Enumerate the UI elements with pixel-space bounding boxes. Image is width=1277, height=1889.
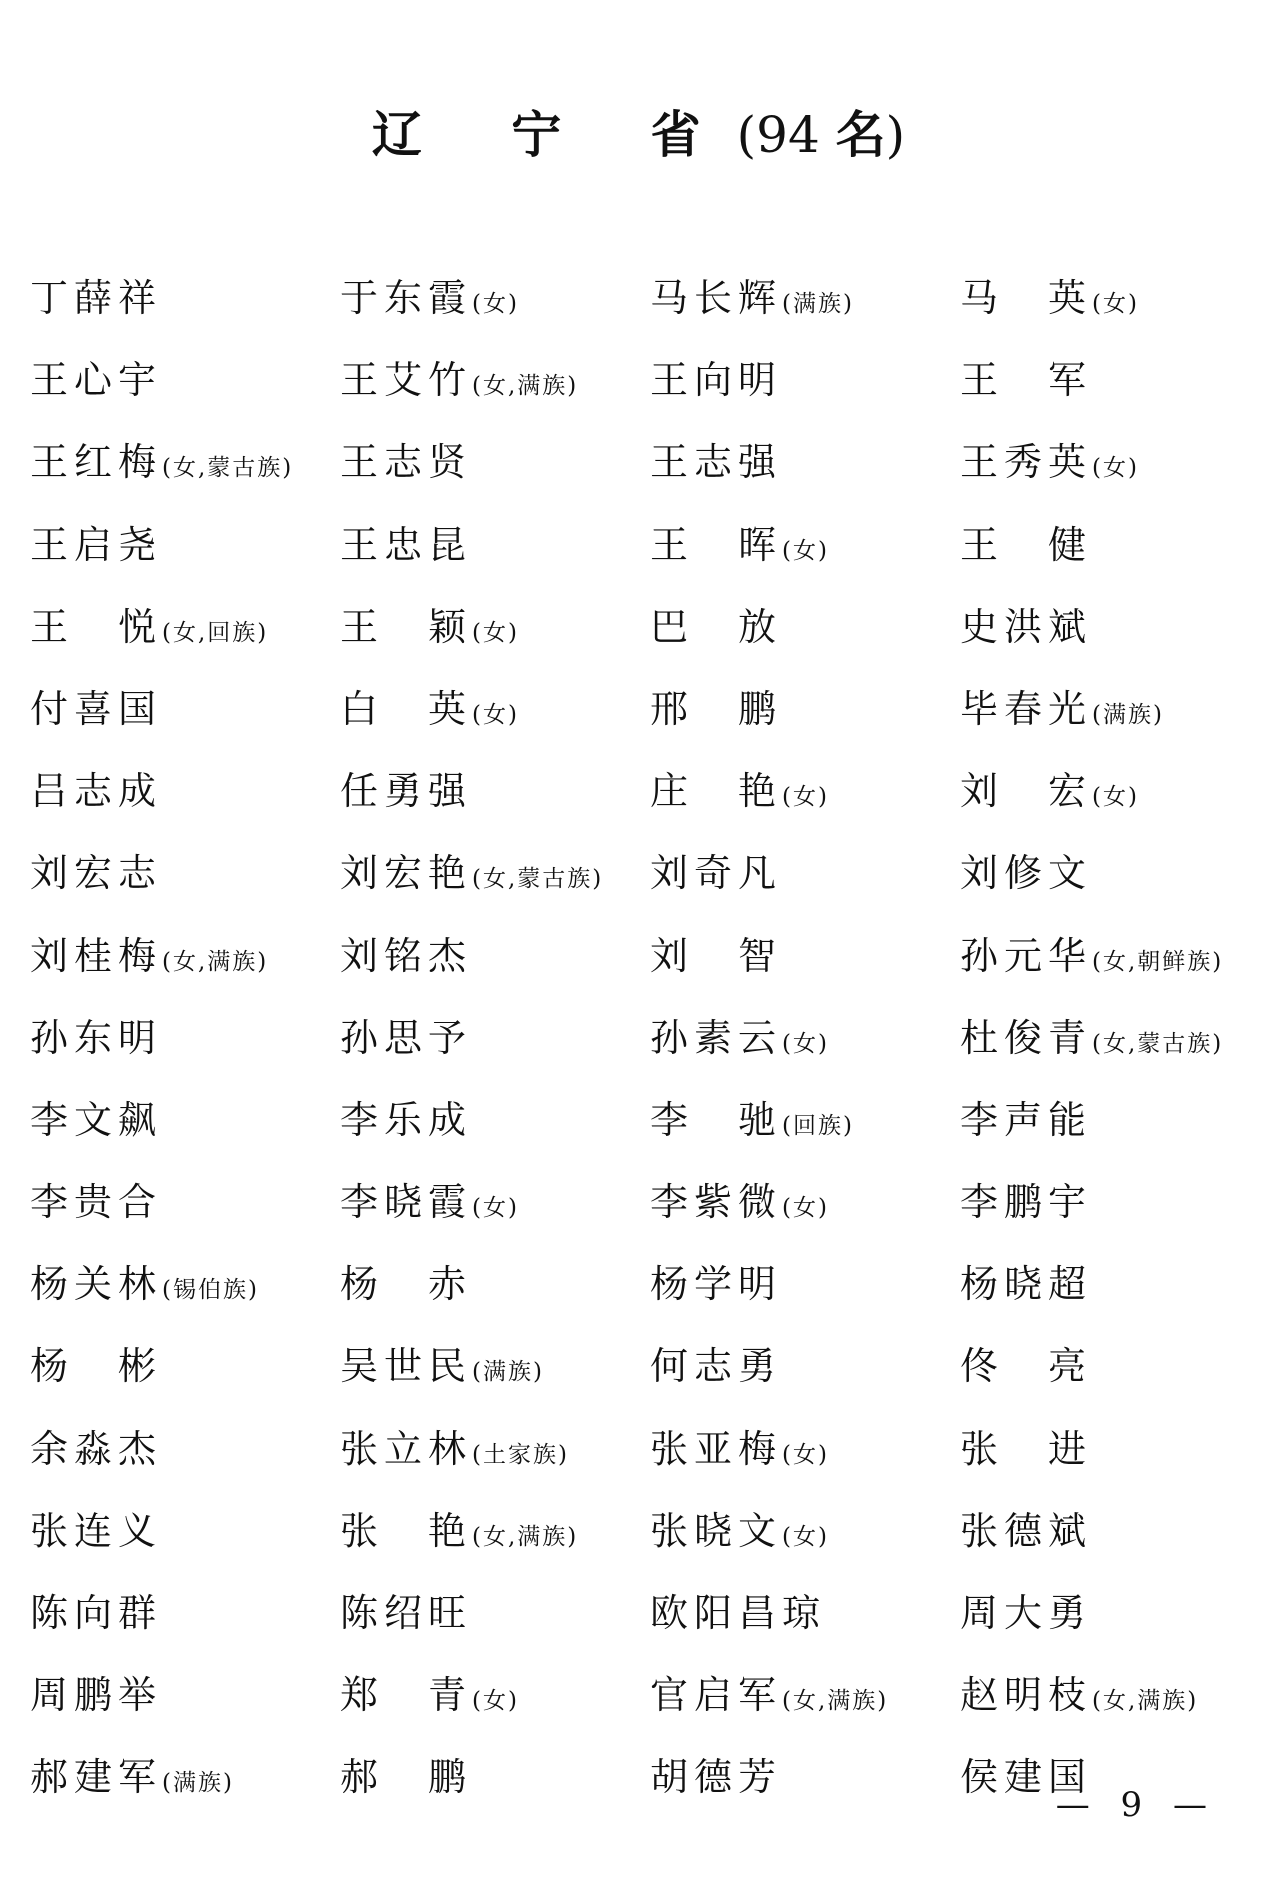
delegate-entry (30, 926, 340, 1008)
delegate-note: (女,满族) (782, 1688, 889, 1715)
delegate-note: (女) (1092, 784, 1139, 811)
delegate-note: (女) (782, 1523, 829, 1550)
delegate-name: 杨 彬 (30, 1344, 163, 1389)
delegate-entry (650, 761, 960, 843)
delegate-entry (30, 515, 340, 597)
delegate-name: 李贵合 (30, 1180, 163, 1225)
delegate-name: 刘奇凡 (650, 851, 783, 896)
delegate-note: (女,满族) (162, 948, 269, 975)
delegate-entry (340, 432, 650, 514)
delegate-entry (30, 1665, 340, 1747)
delegate-entry (960, 1419, 1260, 1501)
delegate-name: 庄 艳 (650, 769, 783, 814)
delegate-entry (340, 1419, 650, 1501)
delegate-name: 刘 宏 (960, 769, 1093, 814)
page-number: — 9 — (1055, 1785, 1217, 1825)
delegate-name: 王红梅 (30, 440, 163, 485)
delegate-name: 王 悦 (30, 604, 163, 649)
delegate-entry (30, 1747, 340, 1829)
delegate-name: 周鹏举 (30, 1673, 163, 1718)
delegate-note: (满族) (1092, 701, 1164, 728)
delegate-name: 王艾竹 (340, 358, 473, 403)
delegate-note: (锡伯族) (162, 1277, 259, 1304)
delegate-note: (女,满族) (472, 373, 579, 400)
delegate-entry (30, 1583, 340, 1665)
delegate-name: 张 艳 (340, 1508, 473, 1553)
delegate-name: 郝建军 (30, 1755, 163, 1800)
delegate-name: 马长辉 (650, 276, 783, 320)
delegate-entry (340, 843, 650, 925)
delegate-name: 马 英 (960, 276, 1093, 320)
delegate-entry (960, 1008, 1260, 1090)
delegate-note: (女) (472, 701, 519, 728)
delegate-note: (女) (782, 1195, 829, 1222)
delegate-entry (340, 1336, 650, 1418)
delegate-note: (满族) (472, 1359, 544, 1386)
delegate-note: (女,朝鲜族) (1092, 948, 1224, 975)
delegate-entry (650, 268, 960, 350)
delegate-name: 王 健 (960, 522, 1093, 567)
delegate-name: 欧阳昌琼 (650, 1591, 827, 1635)
delegate-entry (340, 1665, 650, 1747)
delegate-name: 毕春光 (960, 686, 1093, 731)
delegate-name: 杨晓超 (960, 1262, 1093, 1307)
delegate-name: 刘 智 (650, 933, 783, 978)
delegate-entry (340, 1090, 650, 1172)
delegate-name: 李晓霞 (340, 1180, 473, 1225)
delegate-name: 于东霞 (340, 276, 473, 320)
delegate-name: 佟 亮 (960, 1344, 1093, 1389)
delegate-name: 丁薛祥 (30, 276, 163, 320)
delegate-entry (650, 926, 960, 1008)
delegate-entry (650, 1090, 960, 1172)
delegate-name: 付喜国 (30, 686, 163, 731)
delegate-name: 李文飙 (30, 1097, 163, 1142)
delegate-name: 陈绍旺 (340, 1591, 473, 1635)
delegate-name: 刘宏艳 (340, 851, 473, 896)
delegate-name: 王 军 (960, 358, 1093, 403)
delegate-note: (满族) (782, 291, 854, 317)
delegate-name: 张连义 (30, 1508, 163, 1553)
delegate-note: (女) (782, 784, 829, 811)
delegate-entry (30, 1090, 340, 1172)
delegate-note: (土家族) (472, 1441, 569, 1468)
page-title (0, 100, 1277, 170)
delegate-name: 王向明 (650, 358, 783, 403)
delegate-name: 王 颖 (340, 604, 473, 649)
delegate-name: 刘宏志 (30, 851, 163, 896)
delegate-name: 王志贤 (340, 440, 473, 485)
delegate-entry (650, 1665, 960, 1747)
delegate-entry (340, 926, 650, 1008)
delegate-note: (女) (472, 291, 519, 317)
delegate-entry (650, 515, 960, 597)
delegate-note: (女,满族) (1092, 1688, 1199, 1715)
delegate-name: 胡德芳 (650, 1755, 783, 1800)
delegate-name: 侯建国 (960, 1755, 1093, 1800)
delegate-note: (回族) (782, 1112, 854, 1139)
delegate-entry (650, 1254, 960, 1336)
delegate-note: (女,蒙古族) (162, 455, 294, 482)
delegate-name: 李紫微 (650, 1180, 783, 1225)
delegate-name: 周大勇 (960, 1591, 1093, 1635)
delegate-name: 王 晖 (650, 522, 783, 567)
delegate-note: (女,满族) (472, 1523, 579, 1550)
delegate-name: 巴 放 (650, 604, 783, 649)
delegate-entry (340, 1583, 650, 1665)
delegate-entry (960, 679, 1260, 761)
delegate-name: 李鹏宇 (960, 1180, 1093, 1225)
count-open: (94 (736, 106, 836, 164)
delegate-note: (女) (472, 1195, 519, 1222)
delegate-entry (650, 1008, 960, 1090)
delegate-name: 张德斌 (960, 1508, 1093, 1553)
delegate-name: 杨关林 (30, 1262, 163, 1307)
delegate-name: 陈向群 (30, 1591, 163, 1635)
delegate-note: (女) (782, 1030, 829, 1057)
delegate-name: 王心宇 (30, 358, 163, 403)
delegate-entry (340, 1172, 650, 1254)
delegate-entry (340, 1501, 650, 1583)
delegate-entry (960, 268, 1260, 350)
delegate-entry (30, 350, 340, 432)
delegate-name: 孙素云 (650, 1015, 783, 1060)
delegate-name: 张亚梅 (650, 1426, 783, 1471)
delegate-entry (30, 1336, 340, 1418)
delegate-entry (30, 597, 340, 679)
delegate-count (737, 106, 906, 164)
delegate-name: 张 进 (960, 1426, 1093, 1471)
delegate-note: (女,蒙古族) (472, 866, 604, 893)
delegate-name: 邢 鹏 (650, 686, 783, 731)
delegate-name: 李乐成 (340, 1097, 473, 1142)
delegate-entry (30, 843, 340, 925)
delegate-name: 刘修文 (960, 851, 1093, 896)
delegate-name: 王秀英 (960, 440, 1093, 485)
delegate-entry (30, 679, 340, 761)
delegate-name: 赵明枝 (960, 1673, 1093, 1718)
delegate-entry (340, 597, 650, 679)
delegate-name: 余淼杰 (30, 1426, 163, 1471)
delegate-entry (960, 843, 1260, 925)
delegate-note: (女) (1092, 455, 1139, 482)
delegate-entry (30, 1419, 340, 1501)
delegate-note: (女) (1092, 291, 1139, 317)
delegate-entry (650, 432, 960, 514)
delegate-entry (960, 926, 1260, 1008)
delegate-entry (650, 597, 960, 679)
delegate-name: 杨学明 (650, 1262, 783, 1307)
delegate-note: (女) (782, 537, 829, 564)
delegate-entry (960, 1501, 1260, 1583)
delegate-name: 王志强 (650, 440, 783, 485)
delegate-entry (340, 350, 650, 432)
delegate-entry (650, 1172, 960, 1254)
delegate-name: 刘桂梅 (30, 933, 163, 978)
delegate-entry (30, 1254, 340, 1336)
delegate-name: 孙元华 (960, 933, 1093, 978)
delegate-name: 李声能 (960, 1097, 1093, 1142)
delegate-name: 杨 赤 (340, 1262, 473, 1307)
delegate-name: 张晓文 (650, 1508, 783, 1553)
delegate-entry (960, 1090, 1260, 1172)
delegate-entry (340, 1747, 650, 1829)
delegate-name: 郝 鹏 (340, 1755, 473, 1800)
delegate-entry (340, 761, 650, 843)
delegate-entry (650, 1419, 960, 1501)
delegate-entry (650, 1583, 960, 1665)
delegate-name: 王忠昆 (340, 522, 473, 567)
delegate-entry (340, 1008, 650, 1090)
delegate-entry (340, 679, 650, 761)
delegate-entry (340, 268, 650, 350)
delegate-entry (30, 1501, 340, 1583)
count-close: ) (885, 106, 906, 164)
delegate-name: 何志勇 (650, 1344, 783, 1389)
delegate-entry (650, 843, 960, 925)
delegate-entry (960, 761, 1260, 843)
delegate-name: 孙思予 (340, 1015, 473, 1060)
delegate-note: (女) (782, 1441, 829, 1468)
delegate-entry (30, 1172, 340, 1254)
delegate-entry (960, 1254, 1260, 1336)
delegate-name: 杜俊青 (960, 1015, 1093, 1060)
delegate-entry (960, 1336, 1260, 1418)
delegate-entry (960, 597, 1260, 679)
delegate-entry (30, 761, 340, 843)
delegate-entry (340, 515, 650, 597)
delegate-note: (女,蒙古族) (1092, 1030, 1224, 1057)
delegate-entry (650, 679, 960, 761)
delegate-note: (女) (472, 1688, 519, 1715)
delegate-name: 刘铭杰 (340, 933, 473, 978)
delegate-entry (960, 1583, 1260, 1665)
province-name: 辽 宁 省 (371, 105, 737, 164)
delegate-entry (960, 515, 1260, 597)
delegate-name: 王启尧 (30, 522, 163, 567)
delegate-entry (30, 1008, 340, 1090)
delegate-entry (650, 1501, 960, 1583)
delegate-name: 李 驰 (650, 1097, 783, 1142)
delegate-entry (960, 350, 1260, 432)
delegate-name: 孙东明 (30, 1015, 163, 1060)
delegate-entry (960, 432, 1260, 514)
delegate-entry (650, 350, 960, 432)
count-unit: 名 (835, 105, 886, 164)
delegate-note: (满族) (162, 1770, 234, 1797)
delegate-entry (30, 268, 340, 350)
delegate-note: (女,回族) (162, 619, 269, 646)
delegate-name: 史洪斌 (960, 604, 1093, 649)
delegate-entry (340, 1254, 650, 1336)
delegate-name: 任勇强 (340, 769, 473, 814)
delegate-name: 郑 青 (340, 1673, 473, 1718)
delegate-entry (650, 1747, 960, 1829)
delegate-name: 吴世民 (340, 1344, 473, 1389)
delegate-list (30, 268, 1260, 1830)
delegate-note: (女) (472, 619, 519, 646)
delegate-name: 白 英 (340, 686, 473, 731)
delegate-name: 官启军 (650, 1673, 783, 1718)
delegate-name: 张立林 (340, 1426, 473, 1471)
delegate-entry (960, 1665, 1260, 1747)
delegate-entry (30, 432, 340, 514)
delegate-name: 吕志成 (30, 769, 163, 814)
delegate-entry (650, 1336, 960, 1418)
delegate-entry (960, 1172, 1260, 1254)
